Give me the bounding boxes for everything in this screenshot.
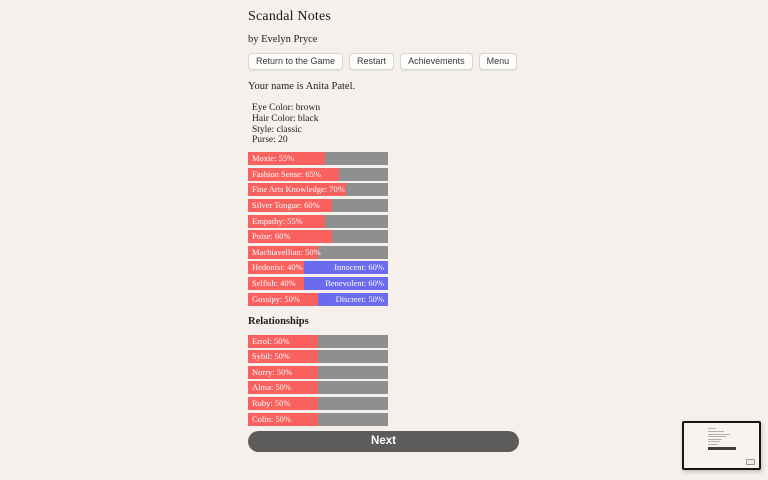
stat-bar-label: Norry: 50% xyxy=(252,366,293,377)
pip-content-line xyxy=(708,441,720,442)
page-title: Scandal Notes xyxy=(248,9,332,24)
stat-bar-label: Selfish: 40% xyxy=(252,277,296,288)
stat-bar xyxy=(248,152,388,165)
eye-color-text: Eye Color: brown xyxy=(252,103,321,113)
pip-content-line xyxy=(708,434,730,435)
stat-bar xyxy=(248,246,388,259)
stat-bar-opposed-label: Innocent: 60% xyxy=(334,262,384,273)
stat-bar-label: Moxie: 55% xyxy=(252,153,295,164)
stat-bar xyxy=(248,261,388,274)
stat-bars xyxy=(248,152,388,305)
restart-button[interactable]: Restart xyxy=(349,53,394,70)
stat-bar xyxy=(248,413,388,426)
stat-bar xyxy=(248,381,388,394)
stat-bar-opposed-label: Benevolent: 60% xyxy=(325,277,384,288)
menu-button[interactable]: Menu xyxy=(479,53,518,70)
stat-bar-label: Ruby: 50% xyxy=(252,397,291,408)
stat-bar-label: Empathy: 55% xyxy=(252,215,303,226)
stat-bar-label: Gossipy: 50% xyxy=(252,293,300,304)
pip-content-line xyxy=(708,428,716,429)
stat-bar xyxy=(248,397,388,410)
stat-bar xyxy=(248,215,388,228)
stat-bar-label: Poise: 60% xyxy=(252,231,291,242)
stat-bar-label: Machiavellian: 50% xyxy=(252,246,321,257)
pip-content-line xyxy=(708,436,726,437)
stat-bar xyxy=(248,350,388,363)
stat-bar-label: Colin: 50% xyxy=(252,413,291,424)
stat-bar xyxy=(248,199,388,212)
player-name-text: Your name is Anita Patel. xyxy=(248,81,356,92)
stat-bar-label: Alma: 50% xyxy=(252,382,291,393)
pip-next-bar xyxy=(708,447,736,450)
stat-bar xyxy=(248,230,388,243)
style-text: Style: classic xyxy=(252,124,302,135)
pip-content-line xyxy=(708,444,718,445)
author-byline: by Evelyn Pryce xyxy=(248,34,318,45)
stat-bar xyxy=(248,366,388,379)
pip-preview-window[interactable] xyxy=(682,421,761,470)
hair-color-text: Hair Color: black xyxy=(252,113,319,124)
relationship-bars xyxy=(248,335,388,426)
stat-bar-opposed-label: Discreet: 50% xyxy=(335,293,384,304)
pip-content-line xyxy=(708,431,724,432)
next-button[interactable]: Next xyxy=(248,431,519,452)
stats-page xyxy=(248,0,519,452)
stat-bar xyxy=(248,335,388,348)
stat-bar xyxy=(248,168,388,181)
stat-bar xyxy=(248,293,388,306)
purse-text: Purse: 20 xyxy=(252,135,288,146)
pip-content-line xyxy=(708,439,722,440)
achievements-button[interactable]: Achievements xyxy=(400,53,473,70)
stat-bar-label: Fine Arts Knowledge: 70% xyxy=(252,184,345,195)
stat-bar-label: Errol: 50% xyxy=(252,335,290,346)
toolbar xyxy=(248,53,519,70)
stat-bar-label: Sybil: 50% xyxy=(252,351,291,362)
stat-bar xyxy=(248,277,388,290)
stat-bar-label: Fashion Sense: 65% xyxy=(252,168,321,179)
character-details xyxy=(252,103,519,146)
stat-bar-label: Hedonist: 40% xyxy=(252,262,303,273)
pip-restore-button[interactable] xyxy=(746,459,755,465)
return-to-game-button[interactable]: Return to the Game xyxy=(248,53,343,70)
stat-bar-label: Silver Tongue: 60% xyxy=(252,199,320,210)
relationships-heading: Relationships xyxy=(248,315,309,327)
stat-bar xyxy=(248,183,388,196)
